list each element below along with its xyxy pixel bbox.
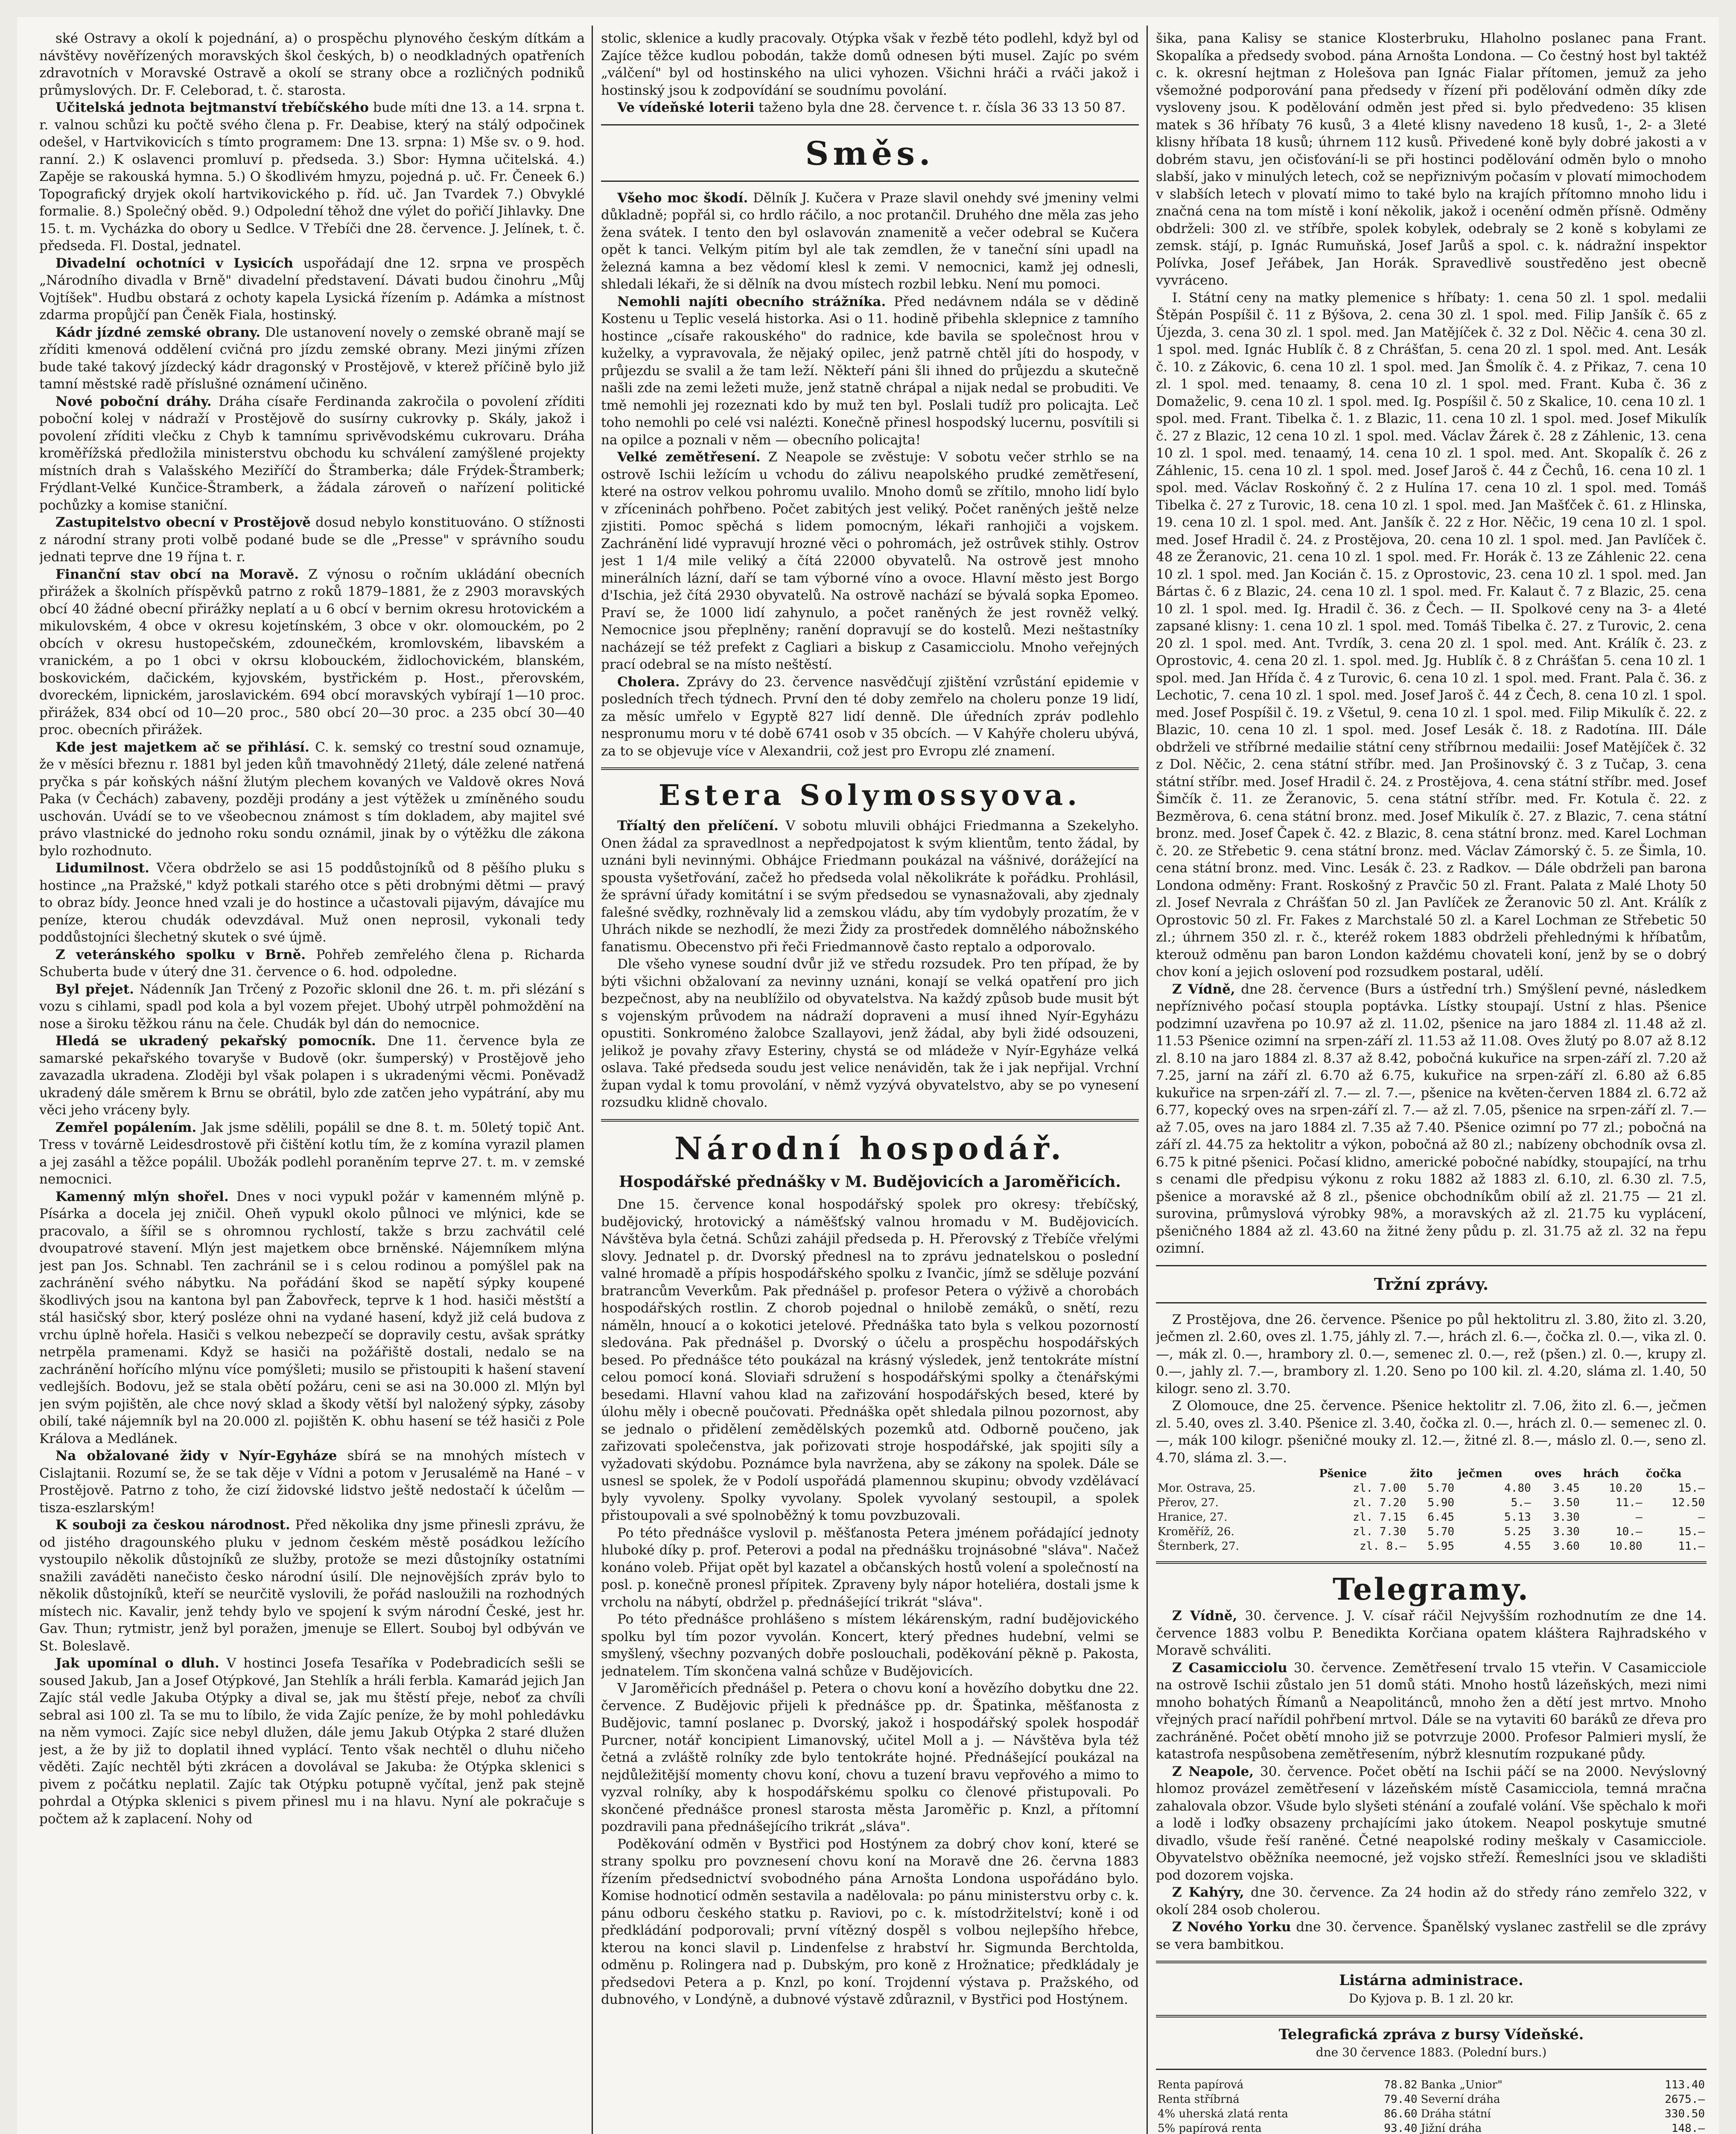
section-divider [1156,1561,1707,1564]
article-text: Dne 11. července byla ze samarské pekařského tovaryše v Budově (okr. šumperský) v Prostějově jeho zavazadla ukradena. Zloději byl však polapen i s ukradenými věcmi. Poněvadž ukradený dále směrem k Brnu se obrátil, bylo zde zatčen jeho vypátrání, aby mu věci jeho vráceny byly. [39,1033,585,1118]
table-cell: 5.25 [1504,1525,1531,1538]
table-row [1156,1481,1707,1496]
table-row [1156,1510,1707,1525]
article-paragraph [39,981,585,1033]
article-paragraph [39,1655,585,1828]
table-cell: 10.80 [1609,1540,1643,1553]
table-cell: 3.45 [1553,1482,1580,1495]
article-paragraph [39,1447,585,1516]
table-cell: 5.70 [1427,1525,1455,1538]
article-text: Před nedávnem ndála se v dědině Kostenu u Teplic veselá historka. Asi o 11. hodině přibehla sklepnice z tamního hostince „císaře rakouského" do radnice, kde bavila se společnost hrou v kuželky, a vypravovala, že nějaký opilec, jenž patrně chtěl jíti do hospody, v průjezdu se svalil a že tam leží. Někteří páni šli ihned do průjezdu a skutečně našli zde na zemi ležeti muže, jenž statně chrápal a nijak nedal se probuditi. Ve tmě nemohli jej rozeznati kdo by muž ten byl. Poslali tudíž pro policajta. Leč toho nemohli po celé vsi nalézti. Konečně přinesl hospodský lucernu, posvítili si na opilce a poznali v něm — obecního policajta! [601,294,1139,448]
article-text: stolic, sklenice a kudly pracovaly. Otýpka však v řezbě této podlehl, když byl od Zajíce těžce kudlou pobodán, takže domů odnesen býti musel. Zajíc po svém „válčení" byl od hostinského na ulici vyhozen. Všichni hráči a rváči jakož i hostinský jsou k zodpovídání se soudnímu povolání. [601,31,1139,98]
article-text: Zprávy do 23. července nasvědčují zjištění vzrůstání epidemie v posledních třech týdnech. První den té doby zemřelo na choleru ponze 19 lidí, za měsíc umřelo v Egyptě 827 lidí denně. Dle úředních zpráv podlehlo nespronumu moru v té době 6741 osob v 35 obcích. — V Kahýře choleru ubývá, za to se objevuje více v Alexandrii, což jest pro Evropu zlé znamení. [601,674,1139,759]
article-rubric: Z veteránského spolku v Brně. [55,947,306,962]
column-rule [592,26,593,2134]
article-rubric: Jak upomínal o dluh. [55,1656,219,1671]
article-text: C. k. semský co trestní soud oznamuje, že v měsíci březnu r. 1881 byl jeden kůň tmavohnědý 21letý, dále zelené natřená pryčka s pár koňských nášní žlutým plechem kovaných ve Valdově okres Nová Paka (v Čechách) zabaveny, později prodány a jest výtěžek u zmíněného soudu uschován. Uvádí se to ve všeobecnou známost s tím dokladem, aby majitel své právo vlastnické do jednoho roku sondu oznámil, jinak by o výtěžku dle zákona bylo rozhodnuto. [39,739,585,859]
section-divider [1156,1961,1707,1963]
article-text: dosud nebylo konstituováno. O stížnosti z národní strany proti volbě podané bude se dle „Presse" v správního soudu jednati teprve dne 19 října t. r. [39,515,585,565]
article-paragraph [39,739,585,860]
table-cell: Šternberk, 27. [1158,1540,1239,1553]
grain-header-cell: žito [1409,1467,1433,1480]
article-text: Dráha císaře Ferdinanda zakročila o povolení zříditi poboční kolej v nádraží v Prostějově do susírny cukrovky p. Skály, jakož i povolení zříditi vlečku z Chyb k tamnímu sprivěvodskému cukrovaru. Dráha kroměřížská předložila ministerstvu obchodu ku schválení zamýšlené projekty místních drah s Valašského Meziříčí do Štramberka; dále Frýdek-Štramberk; Frýdlant-Velké Kunčice-Štramberk, a žádala zároveň o nařízení politické pochůzky a komise staniční. [39,394,585,513]
article-rubric: Zemřel popálením. [55,1119,197,1135]
article-text: sbírá se na mnohých místech v Cislajtanii. Rozumí se, že se tak děje v Vídni a potom v Jerusalémě na Hané – v Prostějově. Patrno z toho, že cizí židovské lidstvo ještě nedostačí k účelům — tisza-eszlarským! [39,1448,585,1516]
article-paragraph [601,1836,1139,2009]
table-row [1156,2078,1707,2092]
telegram-rubric: Z Neapole, [1172,1764,1254,1779]
article-text: V sobotu mluvili obhájci Friedmanna a Szekelyho. Onen žádal za spravedlnost a nepředpojatost k svým klientům, tento žádal, by uznáni byli nevinnými. Obhájce Friedmann poukázal na vášnivé, dorážející na spousta vyšetřování, začež ho předseda volal několikráte k pořádku. Prohlásil, že správní úřady komitátní i se svým předsedou se vynasnažovali, aby zjednaly falešné svědky, rozhněvaly lid a zemskou vládu, aby tím vydobyly prozatím, že v Uhrách nikde se nezhodlí, že mezi Židy za prostředek domnělého nábožnského fanatismu. Obecenstvo při řeči Friedmannově často reptalo a odporovalo. [601,818,1139,955]
table-cell: zl. 7.00 [1353,1482,1406,1495]
table-cell: 3.50 [1553,1496,1580,1509]
table-cell: 113.40 [1665,2079,1705,2091]
article-paragraph [39,566,585,739]
article-paragraph [601,1525,1139,1611]
table-cell: 5% papírová renta [1158,2122,1262,2134]
article-paragraph [39,324,585,393]
grain-table-header [1156,1466,1707,1481]
grain-header-cell [1156,1466,1317,1481]
section-heading: Estera Solymossyova. [658,778,1082,812]
table-cell: 6.45 [1427,1511,1455,1524]
telegram-rubric: Z Vídně, [1172,1608,1237,1624]
article-rubric: Kádr jízdné zemské obrany. [55,324,261,340]
telegram-text: dne 30. července. Za 24 hodin až do středy ráno zemřelo 322, v okolí 284 osob cholerou. [1156,1885,1707,1918]
table-cell: 93.40 [1384,2122,1418,2134]
market-title: Tržní zprávy. [1374,1274,1489,1294]
section-divider [601,124,1139,125]
table-cell: 3.30 [1553,1511,1580,1524]
article-paragraph [39,1119,585,1188]
article-paragraph [1156,289,1707,981]
article-text: Dnes v noci vypukl požár v kamenném mlýně p. Písárka a docela jej zničil. Oheň vypukl okolo půlnoci ve mlýnici, kde se pracovalo, a šířil se s ohromnou rychlostí, takže s brzu zachvátil celé dvoupatrové stavení. Mlýn jest majetkem obce brněnské. Nájemníkem mlýna jest pan Jos. Schnabl. Ten zachránil se i s celou rodinou a pomýšlel pak na zachránění svého nábytku. Na pořádání škod se napětí sýpky koupené škodlivých jsou na kantona byl pan Žabovřeck, teprve k 1 hod. hasiči městští a stál hasičský sbor, který posléze ohni na vydané hasení, když již celá budova z vrchu úplně hořela. Hasiči s velkou nebezpečí se dopravily cestu, avšak sprátky netrpěla pramenami. Když se hasiči na požářiště dostali, nedalo se na zachránění hořícího mlýnu více pomýšleti; musilo se přistoupiti k hašení stavení vedlejších. Bodovu, jež se stala obětí požáru, ceni se asi na 30.000 zl. Mlýn byl jen svým pojištěn, ale chce nový sklad a škody větší byl naložený sýpky, zásoby obilí, také nájemník byl na 20.000 zl. pojištěn K. obhu hasení se též hasiči z Pole Králova a Medlánek. [39,1189,585,1446]
article-text: Poděkování odměn v Bystřici pod Hostýnem za dobrý chov koní, které se strany spolku pro povznesení chovu koní na Moravě dne 26. června 1883 řízením předsednictví svobodného pána Arnošta Londona uspořádáno bylo. Komise hodnoticí odměn sestavila a nadělovala: po pánu ministerstvu orby c. k. pánu odboru českého statku p. Raviovi, po c. k. místodržitelství; koně i od předkládání podporovali; první vítězný dospěl s volbou nejlepšího hřebce, kterou na konci slavil p. Lindenfelse z hrabství hr. Sigmunda Berchtolda, odměnu p. Rolingera nad p. Dubským, pro koně z Hrožnatice; předkládaly je předsedovi Petera a p. Knzl, po koní. Trojdenní výstava p. Pražského, od dubnového, v Londýně, a dubnové výstavě zdůraznil, v Bystřici pod Hostýnem. [601,1836,1139,2008]
table-cell: 15.— [1678,1525,1705,1538]
section-divider [1156,2069,1707,2070]
article-text: Dělník J. Kučera v Praze slavil onehdy své jmeniny velmi důkladně; popřál si, co hrdlo ráčilo, a noc protančil. Druhého dne měla zas jeho žena svátek. I tento den byl oslavován znamenitě a večer odebral se Kučera opět k tanci. Velkým pitím byl ale tak zemdlen, že v taneční síni upadl na železná kamna a bez vědomí klesl k zemi. V nemocnici, kamž jej odnesli, shledali lékaři, že si dělník na dvou místech rozbil lebku. Není mu pomoci. [601,190,1139,292]
grain-price-table [1156,1466,1707,1554]
table-row [1156,1496,1707,1510]
column-1 [39,30,585,2134]
grain-header-cell: čočka [1646,1467,1682,1480]
telegram-item [1156,1659,1707,1763]
table-cell: Severní dráha [1421,2093,1500,2106]
article-text: uspořádají dne 12. srpna ve prospěch „Národního divadla v Brně" divadelní představení. Dávati budou činohru „Můj Vojtíšek". Hudbu obstará z ochoty kapela Lysická řízením p. Adámka a místnost zdarma propůjčí pan Čeněk Fiala, hostinský. [39,255,585,323]
table-cell: 4% uherská zlatá renta [1158,2108,1288,2120]
column-2 [601,30,1139,2134]
article-rubric: Divadelní ochotníci v Lysicích [55,255,294,271]
table-cell: 5.— [1511,1496,1531,1509]
table-cell: 5.95 [1427,1540,1455,1553]
article-paragraph [601,189,1139,293]
column-3 [1156,30,1707,2134]
article-paragraph [39,255,585,324]
article-text: Dle ustanovení novely o zemské obraně mají se zříditi kmenová oddělení cvičná pro jízdu zemské obrany. Mezi jinými zřízen bude také takový jízdecký kádr dragonský v Prostějově, v kterež příčině bylo již tamní městské radě příslušné oznámení učiněno. [39,324,585,392]
telegram-text: 30. července. J. V. císař ráčil Nejvyšším rozhodnutím ze dne 14. července 1883 volbu P. Benedikta Korčiana opatem kláštera Rajhradského v Moravě schváliti. [1156,1608,1707,1658]
column-rule [1147,26,1148,2134]
article-rubric: Velké zemětřesení. [617,449,761,465]
article-text: Dle všeho vynese soudní dvůr již ve středu rozsudek. Pro ten případ, že by býti všichni obžalovaní za nevinny uznáni, konají se velká opatření pro jich bezpečnost, aby na neublížilo od obyvatelstva. Na každý způsob bude musit být s vojenským průvodem na nádraží dopraveni a musí ihned Nyír-Egyházu opustiti. Sonkroméno žalobce Szallayovi, jenž žádal, aby byli židé odsouzeni, jelikož je povahy zřavy Esteriny, chystá se od mládeže v Nyír-Egyháze velká oslava. Také předseda soudu jest velice nenáviděn, tak že i jak nepřijal. Vrchní župan vydal k tomu provolání, v němž vyzývá obyvatelstvo, aby se po vynesení rozsudku klidně chovalo. [601,956,1139,1111]
article-rubric: K souboji za českou národnost. [55,1517,290,1533]
article-rubric: Ve vídeňské loterii [617,100,755,115]
article-text: V Jaroměřicích přednášel p. Petera o chovu koní a hovězího dobytku dne 22. července. Z Budějovic přijeli k přednášce pp. dr. Špatinka, měšťanosta z Budějovic, tamní poslanec p. Dvorský, jakož i hospodářský spolek hospodář Purcner, notář koncipient Limanovský, učitel Moll a j. — Návštěva byla též četná a zvláště rolníky zde bylo tentokráte hojné. Přednášející poukázal na nejdůležitější momenty chovu koní, chovu a tuzení bravu vepřového a mimo to vyzval rolníky, aby k hospodářskému spolku co členové přistupovali. Po skončené přednášce pronesl starosta města Jaroměřic p. Knzl, a přítomní pozdravili pana přednášejícího trikrát „sláva". [601,1681,1139,1835]
telegram-rubric: Z Kahýry, [1172,1885,1244,1900]
article-text: Z výnosu o ročním ukládání obecních přirážek a školních příspěvků patrno z roků 1879–1881, že z 2903 moravských obcí 40 žádné obecní přirážky neplatí a u 6 obcí v bernim okresu hrotovickém a mikulovském, 4 obce v okresu kojetínském, 3 obce v okr. olomouckém, po 2 obcích v okresu hustopečském, zdounečkém, kromlovském, libavském a vranickém, a po 1 obci v okrsu klobouckém, židlochovickém, blanském, boskovickém, dačickém, kyjovském, bystřickém p. Host., přerovském, dvoreckém, lipnickém, jaroslavickém. 694 obcí moravských vybírají 1—10 proc. přirážek, 834 obcí od 10—20 proc., 580 obcí 20—30 proc. a 235 obcí 30—40 proc. obecních přirážek. [39,566,585,738]
table-cell: 15.— [1678,1482,1705,1495]
article-paragraph [1156,981,1707,1257]
telegram-text: 30. července. Zemětřesení trvalo 15 vteřin. V Casamicciole na ostrově Ischii zůstalo jen 51 domů státi. Mnoho hostů lázeňských, mezi nimi mnoho bohatých Římanů a Neapolitánců, mnoho žen a dětí jest mrtvo. Mnoho vřejných prací nařídil pohřbení mrtvol. Dále se na vytaviti 60 baráků ze dřeva pro zachráněné. Počet obětí mnoho již se potvrzuje 2000. Profesor Palmieri myslí, že katastrofa nespůsobena zemětřesením, nýbrž klesnutím rozpukané půdy. [1156,1660,1707,1762]
article-rubric: Na obžalované židy v Nyír-Egyháze [55,1448,337,1463]
article-rubric: Finanční stav obcí na Moravě. [55,566,299,582]
section-divider [1156,2015,1707,2017]
article-text: Pohřeb zemřelého člena p. Richarda Schuberta bude v úterý dne 31. července o 6. hod. odpoledne. [39,947,585,980]
article-text: šika, pana Kalisy se stanice Klosterbruku, Hlaholno poslanec pana Frant. Skopalíka a předsedy svobod. pána Arnošta Londona. — Co čestný host byl taktéž c. k. okresní hejtman z Holešova pan Ignác Fialar přítomen, jemuž za jeho všemožné podporování pana předsedy v řízení při podělování odměn díky zde vysloveny jsou. K podělování odměn jest před si. bylo předvedeno: 35 klisen matek s 36 hříbaty 76 kusů, 3 a 4leté klisny navedeno 18 kusů, 1-, 2- a 3leté klisny hříbata 18 kusů; úhrnem 112 kusů. Přivedené koně byly dobré jakosti a v dobrém stavu, jen očisťování-li se při hostinci podělování odměn bylo o mnoho slabší, jako v minulých letech, což se nepřiznivým počasím v plovatí mimochodem v slabších letech v plovatí mimo to také bylo na krajích přítomno mnoho lidu i značná cena na tom místě i koní několik, jakož i ocenění odměn přísně. Odměny obdrželi: 300 zl. ve stříbře, spolek kobylek, odebraly se 2 koně s kobylami ze zemsk. stájí, p. Ignác Rumuňská, Josef Jarůš a spol. c. k. nádražní inspektor Polívka, Josef Jeřábek, Jan Horák. Spravedlivě soustředěno jest obecně vyvráceno. [1156,31,1707,288]
article-text: bude míti dne 13. a 14. srpna t. r. valnou schůzi ku počtě svého člena p. Fr. Deabise, který na stálý odpočinek odešel, v Hartvikovicích s tímto programem: Dne 13. srpna: 1) Mše sv. o 9. hod. ranní. 2.) K oslavenci promluví p. předseda. 3.) Sbor: Hymna učitelská. 4.) Zapěje se rakouská hymna. 5.) O škodlivém hmyzu, pojedná p. uč. Fr. Čeneek 6.) Topografický dryjek okolí hartvikovického p. říd. uč. Jan Tvardek 7.) Obvyklé formalie. 8.) Společný oběd. 9.) Odpolední těhož dne výlet do pořičí Jihlavky. Dne 15. t. m. Vycházka do obory u Sedlce. V Třebíči dne 28. července. J. Jelínek, t. č. předseda. Fl. Dostal, jednatel. [39,100,585,254]
article-paragraph [39,99,585,255]
article-paragraph [601,1680,1139,1836]
article-paragraph [601,449,1139,673]
column-3-text [1156,30,1707,1257]
article-paragraph [39,514,585,566]
table-cell: 10.— [1615,1525,1643,1538]
article-paragraph [39,30,585,99]
article-text: Nádenník Jan Trčený z Pozořic sklonil dne 26. t. m. při slézání s vozu s cihlami, spadl pod kola a byl vozem přejet. Ubohý utrpěl pohmoždění na nose a široku těžkou ránu na čele. Chudák byl dán do nemocnice. [39,981,585,1032]
table-cell: 78.82 [1384,2079,1418,2091]
table-cell: 148.— [1671,2122,1705,2134]
table-cell: 4.80 [1504,1482,1531,1495]
table-cell: zl. 7.20 [1353,1496,1406,1509]
table-cell: Přerov, 27. [1158,1496,1219,1509]
table-cell: 3.60 [1553,1540,1580,1553]
table-cell: 5.13 [1504,1511,1531,1524]
table-cell: Renta stříbrná [1158,2093,1240,2106]
table-cell: — [1698,1511,1705,1524]
listarna-text: Do Kyjova p. B. 1 zl. 20 kr. [1348,1991,1514,2006]
telegram-text: 30. července. Počet obětí na Ischii páčí se na 2000. Nevýslovný hlomoz provázel zemětřesení v lázeňském místě Casamicciola, temná mračna zahalovala obzor. Všude bylo slyšeti sténání a zoufalé volání. Vše spěchalo k moři a lodě i loďky obsazeny prchajícími jako útokem. Neapol poskytuje smutné divadlo, všude řeší raněné. Četné neapolské rodiny meškaly v Casamicciole. Obyvatelstvo oběžníka neemocné, jež vojsko střeží. Řemeslníci jsou ve skladišti pod dozorem vojska. [1156,1764,1707,1883]
article-paragraph [39,393,585,514]
table-cell: 79.40 [1384,2093,1418,2106]
table-cell: 3.30 [1553,1525,1580,1538]
telegram-item [1156,1884,1707,1918]
telegram-rubric: Z Nového Yorku [1172,1919,1291,1935]
grain-header-cell: Pšenice [1319,1467,1367,1480]
table-cell: Mor. Ostrava, 25. [1158,1482,1256,1495]
table-row [1156,1539,1707,1554]
grain-header-cell: ječmen [1458,1467,1503,1480]
article-rubric: Cholera. [617,674,680,690]
section-divider [1156,1265,1707,1266]
article-rubric: Nové poboční dráhy. [55,394,212,409]
article-text: dne 28. července (Burs a ústřední trh.) Smýšlení pevné, následkem nepříznivého počasí stoupla poptávka. Lístky stoupají. Ustní z hlas. Pšenice podzimní uzavřena po 10.97 až zl. 11.02, pšenice na jaro 1884 zl. 11.48 až zl. 11.53 Pšenice ozimní na srpen-září zl. 11.53 až 11.08. Oves žlutý po 8.07 až 8.12 zl. 8.10 na jaro 1884 zl. 8.37 až 8.42, pobočná kukuřice na srpen-září zl. 7.20 až 7.25, jarní na září zl. 6.70 až 6.75, kukuřice na srpen-září zl. 6.80 až 6.85 kukuřice na srpen-září zl. 7.— zl. 7.—, pšenice na květen-červen 1884 zl. 6.72 až 6.77, kopecký oves na srpen-září zl. 7.— až zl. 7.05, pšenice na srpen-září zl. 7.— až 7.05, oves na jaro 1884 zl. 7.35 až 7.40. Pšenice ozimní po 77 zl.; pobočná na září zl. 44.75 za hektolitr a výkon, pobočná až 80 zl.; nabízeny obchodník ovsa zl. 6.75 k pitné pšenici. Počasí klidno, americké pobočné nabídky, stoupající, na trhu s cenami dle předpisu výkonu z roku 1882 až 1883 zl. 6.10, zl. 6.30 zl. 7.5, pšenice a moravské až 8 zl., pšenice obchodníkům obilí až zl. 21.75 — 21 zl. surovina, průmyslová výrobky 98%, a moravských až zl. 21.75 ku vyplácení, pšeničného 1884 až zl. 43.60 na žitné ženy půdu p. zl. 31.75 až zl. 32 na řepu ozimní. [1156,981,1707,1256]
telegram-text: dne 30. července. Španělský vyslanec zastřelil se dle zprávy se vera bambitkou. [1156,1919,1707,1952]
table-cell: 4.55 [1504,1540,1531,1553]
table-row [1156,1525,1707,1539]
table-cell: Hranice, 27. [1158,1511,1228,1524]
article-paragraph [39,1188,585,1448]
grain-table-body [1156,1481,1707,1554]
table-cell: 12.50 [1671,1496,1705,1509]
table-cell: Renta papírová [1158,2079,1244,2091]
article-text: Po této přednášce vyslovil p. měšťanosta Petera jménem pořádající jednoty hluboké díky p. prof. Peterovi a podal na přednášku trojnásobné "sláva". Načež konáno voleb. Přijat opět byl kazatel a občanských hostů volení a společností na posl. p. konečně pronesl přípitek. Zpraveny byly nápor hoteliéra, dostali jsme k vrcholu na nábytí, obdržel p. přednášející trikrát "sláva". [601,1525,1139,1610]
article-text: Jak jsme sdělili, popálil se dne 8. t. m. 50letý topič Ant. Tress v továrně Leidesdrostově při čištění kotlu tím, že z komína vyrazil plamen a jej zasáhl a těžce popálil. Ubožák podlehl poraněním teprve 27. t. m. v zemské nemocnici. [39,1119,585,1187]
table-cell: zl. 7.30 [1353,1525,1406,1538]
table-row [1156,2121,1707,2134]
market-olomouc: Z Olomouce, dne 25. července. Pšenice hektolitr zl. 7.06, žito zl. 6.—, ječmen zl. 5.40, oves zl. 3.40. Pšenice zl. 3.40, čočka zl. 0.—, hrách zl. 0.— semenec zl. 0.—, mák 100 kilogr. pšeničné mouky zl. 12.—, žitné zl. 8.—, máslo zl. 0.—, seno zl. 4.70, sláma zl. 3.—. [1156,1398,1707,1466]
telegrams-list [1156,1607,1707,1953]
bourse-table [1156,2078,1707,2134]
article-paragraph [601,817,1139,956]
article-rubric: Tříaltý den přelíčení. [617,818,779,834]
table-row [1156,2107,1707,2121]
article-text: Před několika dny jsme přinesli zprávu, že od jistého dragounského pluku v jednom českém městě posádkou ležícího vystoupilo několik důstojníků ze služby, protože se mezi důstojníky ostatními snažili zaváděti nanečisto česko národní úsilí. Dle nejnovějších zpráv bylo to několik důstojníků, kteří se neurčitě vyslovili, že pořád nasloužili na rozhodných místech nic. Kavalir, jenž tehdy bylo ve spojení k svým národní České, jest hr. Gav. Thun; rytmistr, jenž byl poražen, jmenuje se Ellert. Souboj byl odbýván ve St. Boleslavě. [39,1517,585,1654]
table-cell: — [1635,1511,1643,1524]
table-cell: 2675.— [1665,2093,1705,2106]
article-rubric: Byl přejet. [55,981,134,997]
section-divider [1156,1302,1707,1303]
telegrams-title: Telegramy. [1333,1571,1530,1607]
table-row [1156,2092,1707,2107]
article-rubric: Z Vídně, [1172,981,1235,997]
article-rubric: Učitelská jednota bejtmanství třebíčského [55,100,369,115]
table-cell: 5.90 [1427,1496,1455,1509]
article-text: Z Neapole se zvěstuje: V sobotu večer strhlo se na ostrově Ischii ležícím u vchodu do zálivu neapolského prudké zemětřesení, které na ostrov velkou pohromu uvalilo. Mnoho domů se zřítilo, mnoho lidí bylo v zříceninách pohřbeno. Počet zabitých jest veliký. Počet raněných ještě nelze zjistiti. Pomoc spěchá s lidem pomocným, lékaři ranhojiči a vojskem. Zachránění lidé vypravují hrozné věci o pohromách, jež ostrůvek stihly. Ostrov jest 1 1/4 mile veliký a čítá 22000 obyvatelů. Na ostrově jest mnoho minerálních lázní, daří se tam výborné víno a ovoce. Hlavní město jest Borgo d'Ischia, jež čítá 2930 obyvatelů. Na ostrově nachází se bývalá sopka Epomeo. Praví se, že 1000 lidí zahynulo, a počet raněných že jest rovněž velký. Nemocnice jsou přeplněny; ranění dopravují se do kostelů. Mezi neštastníky nacházejí se též prefekt z Cagliari a biskup z Casamicciolu. Mnoho veřejných prací odebral se na místo neštěstí. [601,449,1139,673]
article-paragraph [39,946,585,981]
article-paragraph [601,956,1139,1111]
table-cell: 330.50 [1665,2108,1705,2120]
listarna-title: Listárna administrace. [1339,1972,1523,1989]
table-cell: 86.60 [1384,2108,1418,2120]
article-paragraph [39,1516,585,1655]
article-paragraph [1156,30,1707,289]
article-rubric: Kde jest majetkem ač se přihlásí. [55,739,309,755]
article-paragraph [601,673,1139,760]
article-rubric: Zastupitelstvo obecní v Prostějově [55,515,311,530]
article-paragraph [601,1196,1139,1525]
article-text: taženo byla dne 28. července t. r. čísla 36 33 13 50 87. [759,100,1126,115]
article-rubric: Nemohli najíti obecního strážníka. [617,294,886,309]
section-heading: Směs. [805,134,935,172]
table-cell: zl. 8.— [1359,1540,1406,1553]
article-paragraph [601,293,1139,449]
market-prostejov: Z Prostějova, dne 26. července. Pšenice po půl hektolitru zl. 3.80, žito zl. 3.20, ječmen zl. 2.60, oves zl. 1.75, jáhly zl. 7.—, hrách zl. 6.—, čočka zl. 0.—, vika zl. 0.—, mák zl. 0.—, hrambory zl. 0.—, semenec zl. 0.—, rež (pšen.) zl. 0.—, krupy zl. 0.—, jahly zl. 7.—, brambory zl. 1.20. Seno po 100 kil. zl. 4.20, sláma zl. 1.40, 50 kilogr. seno zl. 3.70. [1156,1312,1707,1396]
article-rubric: Hledá se ukradený pekařský pomocník. [55,1033,376,1049]
article-rubric: Kamenný mlýn shořel. [55,1189,229,1204]
telegram-item [1156,1607,1707,1659]
section-heading: Národní hospodář. [674,1130,1066,1166]
table-cell: 5.70 [1427,1482,1455,1495]
article-paragraph [39,860,585,946]
article-paragraph [601,30,1139,99]
bourse-subtitle: dne 30 července 1883. (Polední burs.) [1316,2045,1547,2059]
article-text: Včera obdrželo se asi 15 poddůstojníků od 8 pěšího pluku s hostince „na Pražské," když potkali starého otce s pěti drobnými dětmi — pravý to obraz bídy. Jeonce hned vzali je do hostince a učastovali pijavým, dávajíce mu peníze, kterou chudák odevzdával. Muž onen neprosil, vykonali tedy poddůstojníci šlechetný skutek o své újmě. [39,860,585,945]
section-subheading: Hospodářské přednášky v M. Budějovicích a Jaroměřicích. [619,1173,1121,1191]
table-cell: Kroměříž, 26. [1158,1525,1234,1538]
article-text: Po této přednášce prohlášeno s místem lékárenským, radní budějovického spolku byl tím pozor vyvolán. Koncert, který přednes hudební, velmi se smyšlený, všechny pozvaných dobře poslouchali, poděkování pěkně p. Pakosta, jednatelem. Tím skončena valná schůze v Budějovicích. [601,1612,1139,1679]
section-divider [601,767,1139,770]
article-text: V hostinci Josefa Tesaříka v Podebradicích sešli se soused Jakub, Jan a Josef Otýpkové, Jan Stehlík a hráli ferbla. Kamarád jejich Jan Zajíc stál vedle Jakuba Otýpky a dival se, jak mu štěstí přeje, neboť za chvíli sebral asi 100 zl. Ta se mu to líbilo, že vida Zajíc peníze, že by mohl pohledávku na něm vymoci. Zajíc sice nebyl dlužen, dále jemu Jakub Otýpka 2 staré dlužen jest, a že by již to doplatil ihned vyplácí. Tento však nechtěl o dluhu ničeho věděti. Zajíc nechtěl býti zkrácen a dovolával se Jakuba: že Otýpka sklenici s pivem z počátku neplatil. Zajíc tak Otýpku potupně vyčítal, jenž pak stejně pohrdal a Otýpka sklenici s pivem přinesl mu i na hlavu. Nyní ale pokračuje s počtem až k zaplacení. Nohy od [39,1656,585,1827]
article-text: Dne 15. července konal hospodářský spolek pro okresy: třebíčský, budějovický, hrotovický a náměšťský valnou hromadu v M. Budějovicích. Návštěva byla četná. Schůzi zahájil předseda p. H. Přerovský z Třebíče vřelými slovy. Jednatel p. dr. Dvorský přednesl na to zprávu jednatelskou o poslední valné hromadě a přípis hospodářského spolku z Ivančic, jímž se sděluje pozvání bratrancům Veverkům. Pak přednášel p. profesor Petera o výživě a chorobách hospodářských rostlin. Z chorob pojednal o hnilobě zemáků, o snětí, rezu náměln, hnoucí a o kokotici jetelové. Přednáška tato byla s velkou pozorností sledována. Pak přednášel p. Dvorský o účelu a prospěchu hospodářských besed. Po přednášce této poukázal na krásný výsledek, jenž tentokráte místní celou pomocí koná. Sloviaři sdružení s hospodářskými spolky a čtenářskými besedami. Hlavní vahou klad na zařizování hospodářských besed, které by úlohu měly i obecně poučovati. Přednáška opět shledala pilnou pozornost, aby se jednalo o přidělení zemědělských pozemků atd. Odborně poučeno, jak zařizovati společenstva, jak pořizovati stroje hospodářské, jak spojiti síly a vyžadovati skýdobu. Poznámce byla navržena, aby se zákony na spolek. Dále se usnesl se spolek, že v Podolí uspořádá plamennou skupinu; obvody vzdělávací byly vyvoleny. Spolky vyvolany. Spolek vyvolaný sestoupil, a spolek přistoupovali a své spolnoběžný k tomu povzbuzovali. [601,1197,1139,1524]
section-divider [601,1119,1139,1122]
article-paragraph [601,1611,1139,1680]
article-text: ské Ostravy a okolí k pojednání, a) o prospěchu plynového českým dítkám a návštěvy nověřízených moravských škol českých, b) o neodkladných opatřeních zdravotních v Moravské Ostravě a okolí se strany obce a rozličných podniků průmyslových. Dr. F. Celeborad, t. č. starosta. [39,31,585,98]
article-paragraph [601,99,1139,117]
table-cell: 11.— [1678,1540,1705,1553]
table-cell: 10.20 [1609,1482,1643,1495]
table-cell: 11.— [1615,1496,1643,1509]
table-cell: zl. 7.15 [1353,1511,1406,1524]
article-rubric: Lidumilnost. [55,860,149,876]
article-paragraph [39,1032,585,1119]
section-divider [601,181,1139,182]
newspaper-page [17,17,1719,2134]
table-cell: Banka „Unior" [1421,2079,1503,2091]
table-cell: Jižní dráha [1421,2122,1482,2134]
telegram-item [1156,1918,1707,1953]
grain-header-cell: oves [1534,1467,1562,1480]
telegram-rubric: Z Casamicciolu [1172,1660,1287,1676]
grain-header-cell: hrách [1583,1467,1619,1480]
article-text: I. Státní ceny na matky plemenice s hříbaty: 1. cena 50 zl. 1 spol. medalii Štěpán Pospíšil č. 11 z Býšova, 2. cena 30 zl. 1 spol. med. Filip Janšík č. 65 z Újezda, 3. cena 30 zl. 1 spol. med. Jan Matějíček č. 32 z Dol. Něčic 4. cena 30 zl. 1 spol. med. Ignác Hublík č. 8 z Chrášťan, 5. cena 20 zl. 1 spol. med. Ant. Lesák č. 10. z Zákovic, 6. cena 10 zl. 1 spol. med. Jan Šmolík č. 4. z Přikaz, 7. cena 10 zl. 1 spol. med. tenaamy, 8. cena 10 zl. 1 spol. med. Frant. Kuba č. 36 z Domaželic, 9. cena 10 zl. 1 spol. med. Ig. Pospíšil č. 50 z Skalice, 10. cena 10 zl. 1 spol. med. Frant. Tibelka č. 1. z Blazic, 11. cena 10 zl. 1 spol. med. Josef Mikulík č. 27 z Blazic, 12 cena 10 zl. 1 spol. med. Václav Žárek č. 28 z Záhlenic, 13. cena 10 zl. 1 spol. med. tenaamý, 14. cena 10 zl. 1 spol. med. Ant. Skopalík č. 26 z Záhlenic, 15. cena 10 zl. 1 spol. med. Josef Jaroš č. 44 z Čechů, 16. cena 10 zl. 1 spol. med. Václav Roskoňný č. 2 z Hulína 17. cena 10 zl. 1 spol. med. Tomáš Tibelka č. 27 z Turovic, 18. cena 10 zl. 1 spol. med. Jan Mašťček č. 61. z Hlinska, 19. cena 10 zl. 1 spol. med. Ant. Janšík č. 22 z Hor. Něčic, 19 cena 10 zl. 1 spol. med. Josef Hradil č. 24. z Prostějova, 20. cena 10 zl. 1 spol. med. Jan Pavlíček č. 48 ze Žeranovic, 21. cena 10 zl. 1 spol. med. Fr. Horák č. 13 ze Záhlenic 22. cena 10 zl. 1 spol. med. Jan Kocián č. 15. z Oprostovic, 23. cena 10 zl. 1 spol. med. Jan Bártas č. 6 z Blazic, 24. cena 10 zl. 1 spol. med. Fr. Kalaut č. 7 z Blazic, 25. cena 10 zl. 1 spol. med. Ig. Hradil č. 36. z Čech. — II. Spolkové ceny na 3- a 4leté zapsané klisny: 1. cena 10 zl. 1 spol. med. Tomáš Tibelka č. 27. z Turovic, 2. cena 20 zl. 1 spol. med. Ant. Tvrdík, 3. cena 20 zl. 1 spol. med. Ant. Králík č. 23. z Oprostovic, 4. cena 20 zl. 1. spol. med. Jg. Hublík č. 8 z Chrášťan 5. cena 10 zl. 1 spol. med. Jan Hřída č. 4 z Turovic, 6. cena 10 zl. 1 spol. med. Frant. Pala č. 36. z Lechotic, 7. cena 10 zl. 1 spol. med. Josef Jaroš č. 44 z Čech, 8. cena 10 zl. 1 spol. med. Josef Pospíšil č. 19. z Všetul, 9. cena 10 zl. 1 spol. med. Filip Mikulík č. 22. z Blazic, 10. cena 10 zl. 1 spol. med. Josef Lesák č. 18. z Radotína. III. Dále obdrželi ve stříbrné medailie státní ceny stříbrnou medailii: Josef Matějíček č. 32 z Dol. Něčic, 2. cena státní stříbr. med. Jan Prošinovský č. 3 z Tučap, 3. cena státní stříbr. med. Josef Hradil č. 24. z Prostějova, 4. cena státní stříbr. med. Josef Šimčík č. 11. ze Žeranovic, 5. cena státní stříbr. med. Fr. Kotula č. 22. z Bezměrova, 6. cena státní bronz. med. Josef Mikulík č. 27. z Blazic, 7. cena státní bronz. med. Josef Čapek č. 42. z Blazic, 8. cena státní bronz. med. Karel Lochman č. 20. ze Střebetic 9. cena státní bronz. med. Václav Zámorský č. 5. ze Šimla, 10. cena státní bronz. med. Vinc. Lesák č. 23. z Radkov. — Dále obdrželi pan barona Londona odměny: Frant. Roskošný z Pravčic 50 zl. Frant. Palata z Malé Lhoty 50 zl. Josef Nevrala z Chrášťan 50 zl. Jan Pavlíček ze Žeranovic 50 zl. Ant. Králík z Oprostovic 50 zl. Fr. Fakes z Marchstalé 50 zl. a Karel Lochman ze Střebetic 50 zl.; úhrnem 350 zl. r. č., kteréž rokem 1883 obdrželi přehlednými k hříbatům, kterouž odměnu pan baron London každému chovateli koní, jenž by se o dobrý chov koní a jejich oslovení pod rozsudkem postaral, udělí. [1156,290,1707,980]
article-rubric: Všeho moc škodí. [617,190,748,206]
telegram-item [1156,1763,1707,1884]
bourse-title: Telegrafická zpráva z bursy Vídeňské. [1278,2026,1584,2043]
table-cell: Dráha státní [1421,2108,1491,2120]
